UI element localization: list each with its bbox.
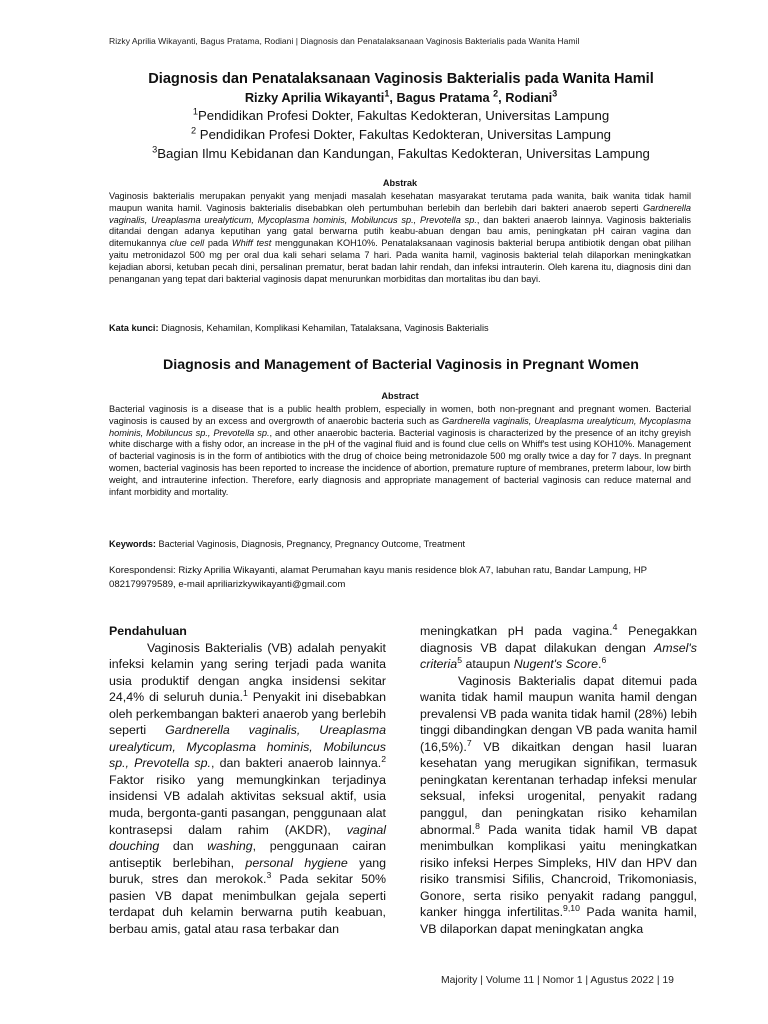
author-3: Rodiani — [505, 90, 553, 105]
section-heading: Pendahuluan — [109, 624, 187, 638]
abstract-text: , and other anaerobic bacteria. Bacterial vaginosis is characterized by the presence of an itchy greyish white discharge with a fishy odor, an increase in the pH of the vaginal fluid and is found clue cells on Whiff's test using KOH10%. Management of bacterial vaginosis is in the form of antibiotics with the drug of choice being metronidazole 500 mg orally twice a day for 7 days. In pregnant women, bacterial vaginosis has been reported to increase the incidence of abortion, premature rupture of membranes, preterm labour, low birth weight, and intrauterine infection. Therefore, early diagnosis and appropriate management of bacterial vaginosis can reduce maternal and infant morbidity and mortality. — [109, 427, 691, 497]
author-list — [96, 89, 706, 106]
kata-kunci-text: Diagnosis, Kehamilan, Komplikasi Kehamilan, Tatalaksana, Vaginosis Bakterialis — [158, 323, 489, 333]
citation: 7 — [466, 737, 472, 748]
body-paragraph — [420, 623, 697, 673]
abstrak-text: pada — [204, 238, 232, 249]
citation: 3 — [266, 870, 272, 881]
running-header: Rizky Aprilia Wikayanti, Bagus Pratama, Rodiani | Diagnosis dan Penatalaksanaan Vaginosis Bakterialis pada Wanita Hamil — [109, 36, 580, 46]
body-text: ataupun — [462, 657, 514, 672]
term: vaginal douching — [109, 822, 386, 854]
species-names: Gardnerella vaginalis, Ureaplasma urealyticum, Mycoplasma hominis, Mobiluncus sp., Prevotella sp. — [109, 723, 386, 771]
body-text: Pada wanita hamil, VB dilaporkan dapat meningkatan angka — [420, 905, 698, 936]
correspondence: Korespondensi: Rizky Aprilia Wikayanti, alamat Perumahan kayu manis residence blok A7, labuhan ratu, Bandar Lampung, HP 082179979589, e-mail apriliarizkywikayanti@gmail.com — [109, 565, 647, 590]
abstrak-text: , dan bakteri anaerob lainnya. Vaginosis bakterialis ditandai dengan adanya keputihan yang gatal berwarna putih keabu-abuan dengan bau amis, peningkatan pH cairan vagina dan ditemukannya — [109, 214, 691, 249]
author-2-affil: 2 — [493, 88, 499, 99]
abstract-text: Bacterial vaginosis is a disease that is a public health problem, especially in women, both non-pregnant and pregnant women. Bacterial vaginosis is caused by an excess and overgrowth of anaerobic bacteria such as — [109, 404, 691, 426]
affiliation-1-text: Pendidikan Profesi Dokter, Fakultas Kedokteran, Universitas Lampung — [197, 108, 610, 123]
affiliation-1 — [96, 106, 706, 125]
body-text: Vaginosis Bakterialis dapat ditemui pada wanita tidak hamil maupun wanita hamil dengan prevalensi VB pada wanita tidak hamil (28%) lebih tinggi dibandingkan dengan VB pada wanita hamil (16,5%). — [420, 673, 697, 754]
body-text: , dan bakteri anaerob lainnya. — [210, 756, 382, 771]
citation: 2 — [381, 754, 387, 765]
affiliation-2-number: 2 — [190, 125, 197, 136]
affiliation-3-text: Bagian Ilmu Kebidanan dan Kandungan, Fakultas Kedokteran, Universitas Lampung — [157, 146, 650, 161]
citation: 5 — [457, 654, 463, 665]
abstrak-term: Whiff test — [231, 238, 272, 249]
abstrak-heading: Abstrak — [382, 178, 418, 188]
body-column-right — [420, 623, 697, 937]
abstrak-species: Gardnerella vaginalis, Ureaplasma urealyticum, Mycoplasma hominis, Mobiluncus sp., Prevotella sp. — [109, 202, 691, 225]
body-text: Penegakkan diagnosis VB dapat dilakukan dengan — [420, 624, 697, 655]
body-text: Penyakit ini disebabkan oleh perkembangan bakteri anaerob yang berlebih seperti — [109, 690, 386, 738]
page-footer: Majority | Volume 11 | Nomor 1 | Agustus 2022 | 19 — [441, 975, 674, 986]
body-paragraph — [420, 673, 697, 938]
abstrak-body — [109, 191, 691, 285]
abstract-heading: Abstract — [381, 391, 419, 401]
citation: 8 — [475, 820, 480, 831]
kata-kunci — [109, 323, 691, 333]
author-1: Rizky Aprilia Wikayanti — [244, 90, 385, 105]
author-separator: , — [498, 90, 506, 105]
body-text: Faktor risiko yang memungkinkan terjadinya insidensi VB adalah aktivitas seksual aktif, usia muda, bergonta-ganti pasangan, penggunaan alat kontrasepsi dalam rahim (AKDR), — [109, 772, 386, 837]
citation: 6 — [601, 654, 607, 665]
body-text: VB dikaitkan dengan hasil luaran kesehatan yang merugikan signifikan, termasuk peningkatan kerentanan terhadap infeksi menular seksual, infeksi urogenital, penyakit radang panggul, dan peningkatan risiko kehamilan abnormal. — [420, 739, 697, 837]
body-text: meningkatkan pH pada vagina. — [420, 624, 613, 638]
affiliation-2 — [96, 125, 706, 144]
abstrak-term: clue cell — [169, 238, 205, 249]
abstract-body — [109, 404, 691, 498]
body-text: dan — [159, 839, 208, 854]
affiliation-3 — [96, 144, 706, 163]
paper-title: Diagnosis dan Penatalaksanaan Vaginosis Bakterialis pada Wanita Hamil — [148, 71, 654, 87]
body-text: Pada sekitar 50% pasien VB dapat menimbulkan gejala seperti terdapat duh kelamin berwarna putih keabuan, berbau amis, gatal atau rasa terbakar dan — [109, 872, 387, 936]
body-text: Vaginosis Bakterialis (VB) adalah penyakit infeksi kelamin yang sering terjadi pada wanita usia produktif dengan angka insidensi sekitar 24,4% di seluruh dunia. — [109, 640, 386, 705]
affiliation-1-number: 1 — [192, 106, 198, 117]
body-text: yang buruk, stres dan merokok. — [109, 855, 386, 887]
term: Nugent's Score — [513, 657, 599, 672]
author-separator: , — [389, 90, 397, 105]
author-2: Bagus Pratama — [396, 90, 494, 105]
abstrak-text: Vaginosis bakterialis merupakan penyakit yang menjadi masalah kesehatan masyarakat terutama pada wanita, baik wanita tidak hamil maupun wanita hamil. Vaginosis bakterialis disebabkan oleh pertumbuhan berlebih dan berlebih dari bakteri anaerob seperti — [109, 191, 691, 213]
citation: 4 — [612, 621, 618, 632]
body-paragraph — [109, 640, 386, 938]
title-block — [96, 70, 706, 163]
term: Amsel's criteria — [420, 640, 697, 672]
abstract-species: Gardnerella vaginalis, Ureaplasma urealyticum, Mycoplasma hominis, Mobiluncus sp., Prevotella sp. — [109, 415, 691, 438]
citation: 9,10 — [563, 903, 580, 914]
keywords-text: Bacterial Vaginosis, Diagnosis, Pregnancy, Pregnancy Outcome, Treatment — [155, 539, 466, 549]
affiliation-2-text: Pendidikan Profesi Dokter, Fakultas Kedokteran, Universitas Lampung — [196, 127, 612, 142]
keywords-label: Keywords: — [109, 539, 156, 549]
author-1-affil: 1 — [384, 88, 390, 99]
english-title: Diagnosis and Management of Bacterial Vaginosis in Pregnant Women — [163, 357, 639, 373]
term: washing — [207, 839, 253, 854]
body-text: Pada wanita tidak hamil VB dapat menimbulkan komplikasi yaitu meningkatkan risiko infeksi Herpes Simpleks, HIV dan HPV dan risiko transmisi Sifilis, Chancroid, Trikomoniasis, Gonore, serta risiko penyakit radang panggul, kanker hingga infertilitas. — [420, 822, 697, 920]
body-text: , penggunaan cairan antiseptik berlebihan, — [109, 839, 386, 870]
kata-kunci-label: Kata kunci: — [109, 323, 159, 333]
citation: 1 — [243, 688, 248, 699]
abstrak-text: menggunakan KOH10%. Penatalaksanaan vaginosis bakterial berupa antibiotik dengan obat pilihan yaitu metronidazol 500 mg per oral dua kali sehari selama 7 hari. Pada wanita hamil, vaginosis bakterial telah dilaporkan meningkatkan kejadian aborsi, ketuban pecah dini, persalinan prematur, berat badan lahir rendah, dan infeksi intrauterin. Oleh karena itu, diagnosis dini dan penanganan yang tepat dari bakterial vaginosis dapat menurunkan morbiditas dan mortalitas ibu dan bayi. — [109, 238, 691, 284]
term: personal hygiene — [245, 855, 348, 870]
keywords — [109, 539, 691, 549]
affiliation-3-number: 3 — [152, 144, 158, 155]
body-column-left — [109, 623, 386, 937]
author-3-affil: 3 — [552, 88, 558, 99]
body-text: . — [598, 657, 602, 672]
